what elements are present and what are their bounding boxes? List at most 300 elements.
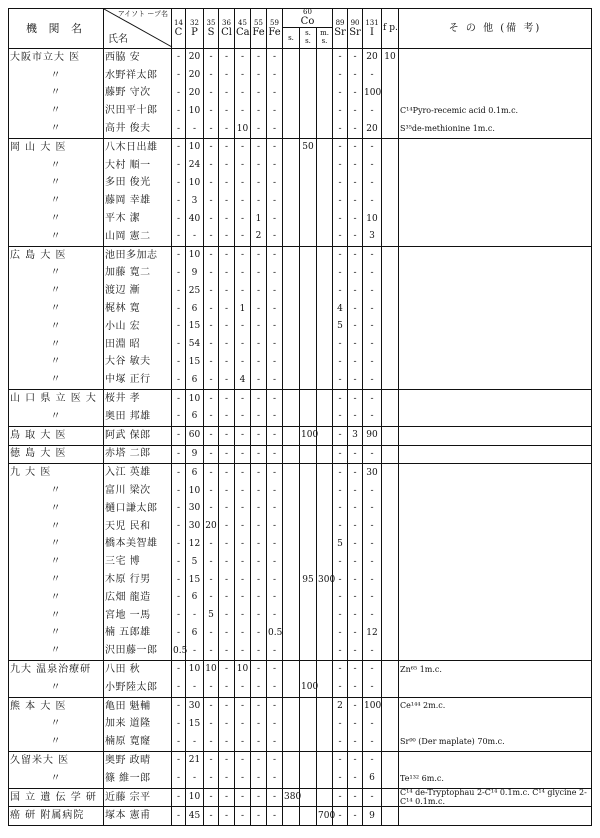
quantity-cell: - [251,318,267,336]
quantity-cell: - [333,408,348,426]
quantity-cell: - [348,85,363,103]
quantity-cell: - [267,318,283,336]
quantity-cell: 2 [251,228,267,246]
person-cell: 楠 五郎雄 [104,625,172,643]
note-cell [399,318,592,336]
quantity-cell: - [172,788,186,807]
note-cell [399,571,592,589]
institution-cell: 〃 [9,318,104,336]
quantity-cell: - [348,536,363,554]
quantity-cell: - [333,733,348,751]
institution-cell: 九大 温泉治療研 [9,661,104,679]
quantity-cell: - [219,157,235,175]
table-header [9,9,592,49]
table-row [9,228,592,246]
quantity-cell [300,102,317,120]
quantity-cell: - [235,536,251,554]
quantity-cell [283,246,300,264]
quantity-cell: - [251,807,267,826]
quantity-cell: - [219,697,235,715]
quantity-cell: - [333,371,348,389]
quantity-cell [317,138,333,156]
quantity-cell: 20 [204,518,219,536]
quantity-cell: - [235,85,251,103]
quantity-cell: - [235,336,251,354]
quantity-cell: - [235,807,251,826]
quantity-cell: - [267,807,283,826]
quantity-cell [300,788,317,807]
person-header [104,9,172,49]
quantity-cell: 12 [363,625,382,643]
quantity-cell [300,464,317,482]
quantity-cell: - [333,49,348,67]
quantity-cell: - [204,265,219,283]
quantity-cell: 20 [186,85,204,103]
quantity-cell [317,318,333,336]
quantity-cell [317,85,333,103]
quantity-cell: - [363,553,382,571]
fp-cell [382,752,399,770]
quantity-cell: - [333,482,348,500]
quantity-cell: 54 [186,336,204,354]
quantity-cell: - [333,102,348,120]
quantity-cell: - [333,500,348,518]
institution-cell: 〃 [9,482,104,500]
fp-header: f p. [382,9,399,49]
table-row [9,733,592,751]
quantity-cell: - [235,102,251,120]
table-row [9,49,592,67]
note-cell: Sr⁹⁰ (Der maplate) 70m.c. [399,733,592,751]
quantity-cell [300,770,317,788]
institution-cell: 癌 研 附属病院 [9,807,104,826]
isotope-header: 45 Ca [235,9,251,49]
quantity-cell: - [267,642,283,660]
quantity-cell: 6 [186,408,204,426]
table-row [9,571,592,589]
quantity-cell: - [348,138,363,156]
quantity-cell: 45 [186,807,204,826]
institution-cell: 岡 山 大 医 [9,138,104,156]
institution-cell: 大阪市立大 医 [9,49,104,67]
quantity-cell: - [251,770,267,788]
table-row [9,679,592,697]
document-page [8,8,592,826]
quantity-cell: - [348,390,363,408]
isotope-header: 131 I [363,9,382,49]
fp-cell [382,553,399,571]
quantity-cell: - [363,715,382,733]
note-cell [399,85,592,103]
quantity-cell: - [219,228,235,246]
quantity-cell: 3 [348,426,363,445]
note-cell [399,354,592,372]
institution-cell: 〃 [9,625,104,643]
institution-cell: 〃 [9,536,104,554]
institution-cell: 〃 [9,571,104,589]
quantity-cell: - [235,67,251,85]
quantity-cell [283,697,300,715]
quantity-cell: 12 [186,536,204,554]
quantity-cell [283,192,300,210]
quantity-cell: - [204,210,219,228]
table-row [9,120,592,138]
quantity-cell: - [219,589,235,607]
quantity-cell: - [219,733,235,751]
note-cell [399,300,592,318]
quantity-cell: - [251,715,267,733]
quantity-cell: - [204,445,219,464]
quantity-cell: - [267,120,283,138]
person-cell: 広畑 龍造 [104,589,172,607]
quantity-cell: - [363,265,382,283]
quantity-cell: - [333,625,348,643]
quantity-cell: - [219,246,235,264]
quantity-cell [317,354,333,372]
fp-cell [382,67,399,85]
quantity-cell: - [172,500,186,518]
quantity-cell: 10 [186,138,204,156]
quantity-cell: - [267,85,283,103]
quantity-cell [283,300,300,318]
quantity-cell: - [333,607,348,625]
quantity-cell: - [172,138,186,156]
quantity-cell: - [363,642,382,660]
quantity-cell: 10 [363,210,382,228]
quantity-cell: - [348,807,363,826]
quantity-cell [300,807,317,826]
table-row [9,390,592,408]
person-cell: 楠原 寛窿 [104,733,172,751]
quantity-cell: - [267,715,283,733]
quantity-cell: - [363,536,382,554]
quantity-cell: - [204,553,219,571]
person-cell: 桜井 孝 [104,390,172,408]
quantity-cell: - [235,482,251,500]
quantity-cell [283,607,300,625]
quantity-cell: - [251,482,267,500]
quantity-cell: - [204,642,219,660]
quantity-cell [283,228,300,246]
quantity-cell: - [219,482,235,500]
quantity-cell: - [172,571,186,589]
table-row [9,371,592,389]
quantity-cell [300,67,317,85]
table-row [9,85,592,103]
table-row [9,697,592,715]
quantity-cell [317,482,333,500]
quantity-cell: - [172,390,186,408]
quantity-cell [283,426,300,445]
quantity-cell: - [235,408,251,426]
fp-cell [382,571,399,589]
quantity-cell: - [219,752,235,770]
person-cell: 平木 潔 [104,210,172,228]
quantity-cell: - [235,246,251,264]
table-row [9,192,592,210]
quantity-cell [317,642,333,660]
quantity-cell: - [267,518,283,536]
quantity-cell: 6 [186,371,204,389]
quantity-cell: - [172,354,186,372]
quantity-cell: - [333,246,348,264]
quantity-cell: - [251,464,267,482]
institution-cell: 〃 [9,282,104,300]
person-cell: 沢田藤一郎 [104,642,172,660]
quantity-cell: - [251,642,267,660]
quantity-cell: 2 [333,697,348,715]
isotope-header: 59 Fe [267,9,283,49]
institution-cell: 〃 [9,589,104,607]
quantity-cell: - [363,752,382,770]
cobalt-sub-header: m. s. [317,28,333,49]
quantity-cell: - [204,807,219,826]
fp-cell [382,482,399,500]
quantity-cell: 10 [186,246,204,264]
quantity-cell: 10 [186,102,204,120]
quantity-cell: - [348,770,363,788]
quantity-cell [317,371,333,389]
quantity-cell: 60 [186,426,204,445]
institution-cell: 〃 [9,265,104,283]
person-cell: 篠 維一郎 [104,770,172,788]
table-row [9,265,592,283]
institution-cell: 〃 [9,175,104,193]
note-cell [399,336,592,354]
quantity-cell [283,102,300,120]
table-row [9,807,592,826]
quantity-cell: - [204,500,219,518]
quantity-cell: - [235,715,251,733]
quantity-cell [283,500,300,518]
quantity-cell: - [363,102,382,120]
quantity-cell: 380 [283,788,300,807]
quantity-cell: - [348,318,363,336]
quantity-cell: 1 [235,300,251,318]
quantity-cell: - [235,390,251,408]
quantity-cell [300,265,317,283]
quantity-cell: - [363,661,382,679]
quantity-cell: - [267,265,283,283]
quantity-cell: - [172,282,186,300]
quantity-cell [317,661,333,679]
quantity-cell: - [267,607,283,625]
quantity-cell: - [204,282,219,300]
quantity-cell: - [333,210,348,228]
quantity-cell: - [348,192,363,210]
quantity-cell [283,770,300,788]
quantity-cell [283,445,300,464]
quantity-cell: - [333,589,348,607]
quantity-cell: 9 [186,265,204,283]
quantity-cell [283,157,300,175]
quantity-cell: - [204,102,219,120]
quantity-cell: - [235,282,251,300]
fp-cell [382,390,399,408]
note-cell [399,500,592,518]
quantity-cell: - [172,175,186,193]
institution-cell: 久留米大 医 [9,752,104,770]
note-cell [399,607,592,625]
quantity-cell: - [251,390,267,408]
quantity-cell: - [172,192,186,210]
quantity-cell: - [204,371,219,389]
quantity-cell: - [348,482,363,500]
quantity-cell: - [235,642,251,660]
quantity-cell [317,679,333,697]
note-cell [399,536,592,554]
quantity-cell: - [251,752,267,770]
person-cell: 奥野 政晴 [104,752,172,770]
table-row [9,589,592,607]
table-body [9,49,592,826]
note-cell [399,464,592,482]
quantity-cell: - [333,770,348,788]
institution-cell: 鳥 取 大 医 [9,426,104,445]
quantity-cell: - [363,371,382,389]
person-cell: 西脇 安 [104,49,172,67]
person-cell: 小山 宏 [104,318,172,336]
quantity-cell: - [363,679,382,697]
quantity-cell: 0.5 [267,625,283,643]
quantity-cell [283,589,300,607]
quantity-cell [317,120,333,138]
quantity-cell: - [186,679,204,697]
note-cell [399,246,592,264]
quantity-cell: - [235,265,251,283]
note-cell [399,518,592,536]
quantity-cell: - [219,607,235,625]
quantity-cell: - [363,518,382,536]
quantity-cell [317,210,333,228]
quantity-cell: - [267,445,283,464]
quantity-cell [283,138,300,156]
quantity-cell: - [219,85,235,103]
institution-cell: 山 口 県 立 医 大 [9,390,104,408]
quantity-cell: - [267,553,283,571]
quantity-cell [317,102,333,120]
quantity-cell: - [348,445,363,464]
table-row [9,642,592,660]
quantity-cell: - [251,500,267,518]
fp-cell [382,318,399,336]
quantity-cell: 40 [186,210,204,228]
quantity-cell [283,265,300,283]
quantity-cell [317,518,333,536]
fp-cell [382,138,399,156]
quantity-cell: - [204,589,219,607]
quantity-cell: - [219,175,235,193]
quantity-cell: 3 [186,192,204,210]
quantity-cell: 6 [363,770,382,788]
institution-cell: 九 大 医 [9,464,104,482]
quantity-cell: 700 [317,807,333,826]
quantity-cell: - [219,571,235,589]
quantity-cell [283,464,300,482]
note-cell [399,679,592,697]
fp-cell [382,85,399,103]
institution-cell: 〃 [9,642,104,660]
quantity-cell: - [235,445,251,464]
quantity-cell: - [172,49,186,67]
fp-cell [382,210,399,228]
quantity-cell: - [363,445,382,464]
table-row [9,210,592,228]
person-cell: 加藤 寛二 [104,265,172,283]
person-cell: 奥田 邦雄 [104,408,172,426]
note-cell [399,192,592,210]
quantity-cell [283,336,300,354]
quantity-cell: - [251,445,267,464]
quantity-cell: - [204,354,219,372]
table-row [9,282,592,300]
quantity-cell: - [172,67,186,85]
fp-cell [382,282,399,300]
quantity-cell [300,390,317,408]
institution-cell: 〃 [9,120,104,138]
institution-cell: 国 立 遺 伝 学 研 [9,788,104,807]
quantity-cell [300,318,317,336]
quantity-cell: - [348,300,363,318]
quantity-cell: - [251,788,267,807]
quantity-cell: - [333,85,348,103]
quantity-cell [300,661,317,679]
quantity-cell: - [235,354,251,372]
table-row [9,536,592,554]
quantity-cell: - [348,625,363,643]
quantity-cell: - [219,715,235,733]
quantity-cell: - [172,228,186,246]
quantity-cell: - [267,697,283,715]
quantity-cell: - [219,642,235,660]
quantity-cell: - [267,589,283,607]
quantity-cell: - [251,85,267,103]
table-row [9,408,592,426]
quantity-cell: - [348,788,363,807]
note-cell [399,210,592,228]
institution-cell: 〃 [9,67,104,85]
quantity-cell [283,536,300,554]
table-row [9,426,592,445]
quantity-cell: - [219,265,235,283]
quantity-cell [300,500,317,518]
table-row [9,464,592,482]
quantity-cell: - [251,138,267,156]
table-row [9,336,592,354]
quantity-cell: - [219,625,235,643]
quantity-cell [283,733,300,751]
note-cell [399,371,592,389]
quantity-cell: - [348,752,363,770]
quantity-cell: - [267,138,283,156]
table-row [9,482,592,500]
quantity-cell: - [219,500,235,518]
quantity-cell: - [267,102,283,120]
quantity-cell: - [363,788,382,807]
quantity-cell: - [235,138,251,156]
quantity-cell: - [219,408,235,426]
quantity-cell [300,518,317,536]
institution-cell: 〃 [9,371,104,389]
quantity-cell: - [204,157,219,175]
quantity-cell [300,642,317,660]
quantity-cell: - [267,733,283,751]
fp-cell [382,500,399,518]
quantity-cell: - [333,464,348,482]
quantity-cell: - [172,265,186,283]
quantity-cell: 21 [186,752,204,770]
quantity-cell [283,642,300,660]
